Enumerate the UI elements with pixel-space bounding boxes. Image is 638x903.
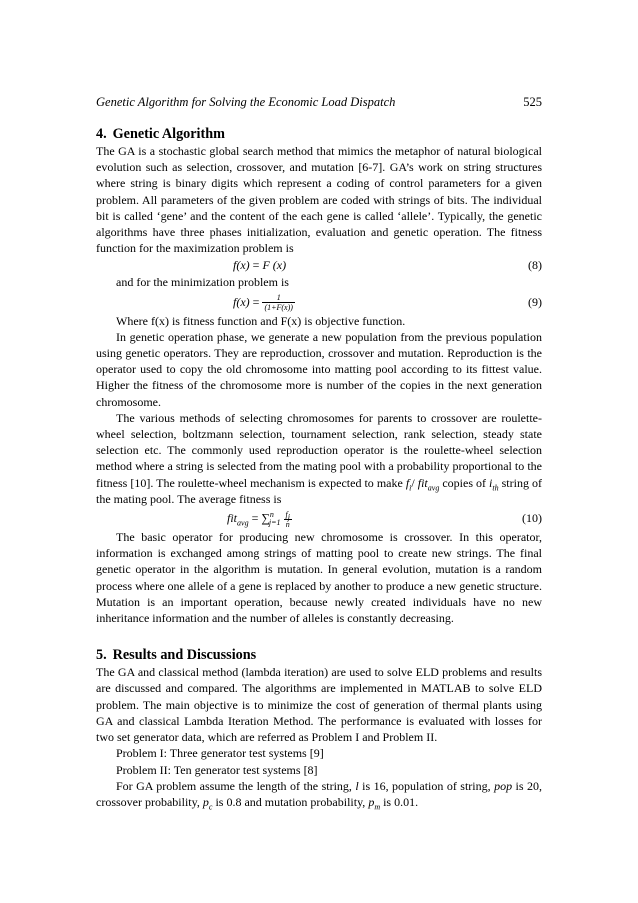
problem-1-text: Problem I: Three generator test systems [9] <box>116 746 324 761</box>
running-title: Genetic Algorithm for Solving the Economic Load Dispatch <box>96 95 396 109</box>
eq8-equals: = <box>249 258 263 273</box>
var-f-i: $f_i$ <box>405 475 412 493</box>
ga-parameters-text: For GA problem assume the length of the string, l is 16, population of string, pop is 20, crossover probability, $p_c$ is 0.8 and mutation probability, $p_m$ is 0.01. <box>96 778 542 812</box>
problem-2-text: Problem II: Ten generator test systems [8] <box>116 762 318 777</box>
eq10-lhs: fit$_{avg}$ <box>227 511 249 528</box>
equation-8 <box>96 256 542 274</box>
eq9-equals: = <box>249 294 263 309</box>
section-4-paragraph-3 <box>96 410 542 507</box>
eq9-denominator: (1+F(x)) <box>264 303 293 313</box>
minimization-text: and for the minimization problem is <box>116 275 289 290</box>
section-4-paragraph-4: The basic operator for producing new chromosome is crossover. In this operator, information is exchanged among strings of matting pool to create new strings. The final genetic operator in the algorithm is mutation. In general evolution, mutation is a random process where one allele of a gene is replaced by another to produce a new genetic structure. Mutation is an important operation, because newly created individuals have no new inheritance information and the number of alleles is constantly decreasing. <box>96 530 542 626</box>
var-pm: $p_m$ <box>368 794 381 812</box>
var-i-th: $i_{th}$ <box>489 475 499 493</box>
eq10-number: (10) <box>522 511 542 526</box>
eq9-numerator: 1 <box>262 293 295 303</box>
eq10-fraction <box>284 510 292 529</box>
section-4-paragraph-2: In genetic operation phase, we generate a new population from the previous population using genetic operators. They are reproduction, crossover and mutation. Reproduction is the operator used to copy the old chromosome into matting pool according to its fittest value. Higher the fitness of the chromosome more is number of the copies in the next generation chromosome. <box>96 329 542 409</box>
equation-9 <box>96 291 542 313</box>
eq9-fraction <box>262 293 295 312</box>
where-text: Where f(x) is fitness function and F(x) is objective function. <box>116 313 406 328</box>
p3-text-c: string of the mating pool. The average fitness is <box>96 475 542 506</box>
section-5-title: Results and Discussions <box>112 647 257 664</box>
section-4-paragraph-1: The GA is a stochastic global search method that mimics the metaphor of natural biological evolution such as selection, crossover, and mutation [6-7]. GA’s work on string structures where string is binary digits which represent a coding of control parameters for a given problem. All parameters of the given problem are coded with strings of bits. The individual bit is called ‘gene’ and the content of the each gene is called ‘allele’. Typically, the genetic algorithms have three phases initialization, evaluation and genetic operation. The fitness function for the maximization problem is <box>96 144 542 256</box>
p3-text-a: The various methods of selecting chromosomes for parents to crossover are roulette-wheel selection, boltzmann selection, tournament selection, rank selection, steady state selection etc. The commonly used reproduction operator is the roulette-wheel selection method where a string is selected from the mating pool with a probability proportional to the fitness [10]. The roulette-wheel mechanism is expected to make <box>96 410 542 490</box>
paper-page <box>96 94 542 810</box>
var-fit-avg: fit$_{avg}$ <box>417 475 440 493</box>
running-header <box>96 94 542 110</box>
section-4-heading <box>96 125 542 143</box>
p3-text-b: copies of <box>439 475 490 490</box>
eq10-denominator: n <box>285 519 290 529</box>
eq8-lhs: f(x) <box>233 258 250 273</box>
eq8-rhs: F (x) <box>262 258 287 273</box>
eq10-numerator: $f_j$ <box>285 509 291 522</box>
eq8-number: (8) <box>528 258 542 273</box>
section-4-title: Genetic Algorithm <box>112 126 225 142</box>
eq10-sum: ∑$^n_{j=1}$ <box>261 510 281 528</box>
p3-slash: / <box>411 475 418 490</box>
page-number: 525 <box>523 95 542 109</box>
eq9-lhs: f(x) <box>233 294 250 309</box>
section-5-heading <box>96 646 542 664</box>
section-5-paragraph-1: The GA and classical method (lambda iteration) are used to solve ELD problems and results are discussed and compared. The algorithms are implemented in MATLAB to solve ELD problem. The main objective is to minimize the cost of generation of thermal plants using GA and classical Lambda Iteration Method. The performance is evaluated with losses for two set generator data, which are referred as Problem I and Problem II. <box>96 665 542 745</box>
equation-10 <box>96 507 542 529</box>
var-l: l <box>355 778 359 793</box>
var-pc: $p_c$ <box>202 794 213 812</box>
var-pop: pop <box>494 778 513 793</box>
eq9-number: (9) <box>528 294 542 309</box>
eq10-equals: = <box>248 511 262 526</box>
section-4-number: 4. <box>96 126 107 142</box>
section-5-number: 5. <box>96 647 107 664</box>
